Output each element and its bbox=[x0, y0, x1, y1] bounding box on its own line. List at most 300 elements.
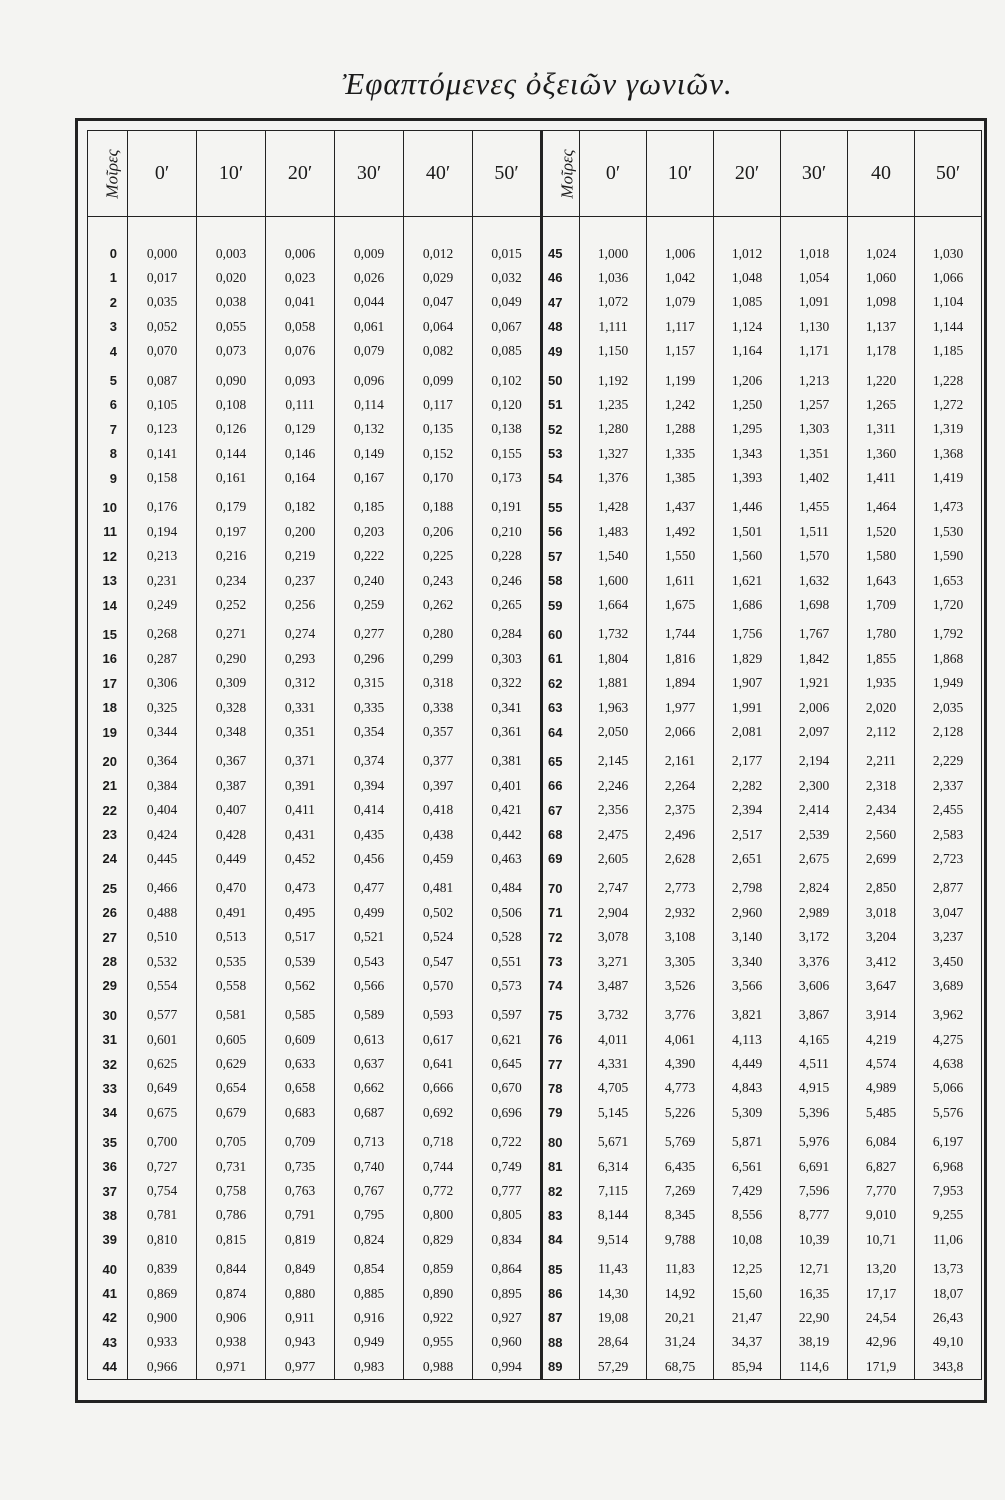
tangent-value-cell: 3,305 bbox=[647, 949, 714, 973]
tangent-value-cell: 0,481 bbox=[404, 871, 473, 900]
tangent-value-cell: 0,228 bbox=[473, 544, 542, 568]
tangent-value-cell: 0,597 bbox=[473, 998, 542, 1027]
tangent-value-cell: 171,9 bbox=[848, 1355, 915, 1380]
tangent-value-cell: 2,747 bbox=[580, 871, 647, 900]
tangent-value-cell: 0,325 bbox=[128, 695, 197, 719]
tangent-value-cell: 6,561 bbox=[714, 1154, 781, 1178]
tangent-value-cell: 1,621 bbox=[714, 568, 781, 592]
degree-cell: 38 bbox=[88, 1203, 128, 1227]
tangent-value-cell: 0,287 bbox=[128, 647, 197, 671]
tangent-value-cell: 1,664 bbox=[580, 593, 647, 617]
degree-cell: 68 bbox=[542, 822, 580, 846]
tangent-value-cell: 2,560 bbox=[848, 822, 915, 846]
tangent-value-cell: 0,296 bbox=[335, 647, 404, 671]
tangent-value-cell: 0,387 bbox=[197, 774, 266, 798]
tangent-value-cell: 0,274 bbox=[266, 617, 335, 646]
tangent-value-cell: 0,613 bbox=[335, 1028, 404, 1052]
degree-cell: 78 bbox=[542, 1076, 580, 1100]
tangent-value-cell: 0,367 bbox=[197, 744, 266, 773]
tangent-value-cell: 0,805 bbox=[473, 1203, 542, 1227]
tangent-value-cell: 0,675 bbox=[128, 1101, 197, 1125]
tangent-value-cell: 0,718 bbox=[404, 1125, 473, 1154]
tangent-value-cell: 0,466 bbox=[128, 871, 197, 900]
degree-cell: 53 bbox=[542, 442, 580, 466]
table-row bbox=[88, 1125, 982, 1154]
tangent-value-cell: 1,343 bbox=[714, 442, 781, 466]
tangent-value-cell: 114,6 bbox=[781, 1355, 848, 1380]
tangent-value-cell: 0,683 bbox=[266, 1101, 335, 1125]
tangent-value-cell: 0,933 bbox=[128, 1330, 197, 1354]
tangent-value-cell: 0,309 bbox=[197, 671, 266, 695]
tangent-value-cell: 0,099 bbox=[404, 363, 473, 392]
tangent-value-cell: 3,776 bbox=[647, 998, 714, 1027]
table-row bbox=[88, 949, 982, 973]
tangent-value-cell: 2,475 bbox=[580, 822, 647, 846]
tangent-value-cell: 1,335 bbox=[647, 442, 714, 466]
tangent-value-cell: 2,300 bbox=[781, 774, 848, 798]
tangent-value-cell: 2,651 bbox=[714, 847, 781, 871]
tangent-value-cell: 3,271 bbox=[580, 949, 647, 973]
tangent-value-cell: 3,566 bbox=[714, 974, 781, 998]
tangent-value-cell: 3,078 bbox=[580, 925, 647, 949]
degree-cell: 83 bbox=[542, 1203, 580, 1227]
degree-cell: 44 bbox=[88, 1355, 128, 1380]
degree-cell: 57 bbox=[542, 544, 580, 568]
tangent-value-cell: 0,800 bbox=[404, 1203, 473, 1227]
tangent-value-cell: 0,182 bbox=[266, 490, 335, 519]
tangent-value-cell: 1,192 bbox=[580, 363, 647, 392]
table-row bbox=[88, 363, 982, 392]
degree-cell: 69 bbox=[542, 847, 580, 871]
tangent-value-cell: 0,361 bbox=[473, 720, 542, 744]
tangent-value-cell: 1,560 bbox=[714, 544, 781, 568]
tangent-value-cell: 0,102 bbox=[473, 363, 542, 392]
degree-cell: 48 bbox=[542, 315, 580, 339]
tangent-value-cell: 0,551 bbox=[473, 949, 542, 973]
degree-cell: 49 bbox=[542, 339, 580, 363]
degree-cell: 9 bbox=[88, 466, 128, 490]
table-row bbox=[88, 1154, 982, 1178]
table-row bbox=[88, 1179, 982, 1203]
degree-cell: 2 bbox=[88, 290, 128, 314]
minutes-header: 40 bbox=[848, 131, 915, 217]
tangent-value-cell: 12,25 bbox=[714, 1252, 781, 1281]
tangent-value-cell: 0,093 bbox=[266, 363, 335, 392]
tangent-value-cell: 0,374 bbox=[335, 744, 404, 773]
tangent-value-cell: 0,203 bbox=[335, 520, 404, 544]
degree-cell: 15 bbox=[88, 617, 128, 646]
tangent-value-cell: 1,104 bbox=[915, 290, 982, 314]
tangent-value-cell: 0,344 bbox=[128, 720, 197, 744]
tangent-value-cell: 0,170 bbox=[404, 466, 473, 490]
tangent-value-cell: 0,473 bbox=[266, 871, 335, 900]
tangent-value-cell: 1,709 bbox=[848, 593, 915, 617]
tangent-value-cell: 2,128 bbox=[915, 720, 982, 744]
tangent-value-cell: 1,464 bbox=[848, 490, 915, 519]
tangent-value-cell: 0,284 bbox=[473, 617, 542, 646]
tangent-value-cell: 4,011 bbox=[580, 1028, 647, 1052]
tangent-value-cell: 0,617 bbox=[404, 1028, 473, 1052]
degree-cell: 19 bbox=[88, 720, 128, 744]
tangent-value-cell: 5,769 bbox=[647, 1125, 714, 1154]
tangent-value-cell: 0,692 bbox=[404, 1101, 473, 1125]
tangent-value-cell: 0,749 bbox=[473, 1154, 542, 1178]
degree-cell: 6 bbox=[88, 393, 128, 417]
degree-cell: 75 bbox=[542, 998, 580, 1027]
tangent-value-cell: 0,977 bbox=[266, 1355, 335, 1380]
tangent-value-cell: 0,364 bbox=[128, 744, 197, 773]
tangent-value-cell: 1,855 bbox=[848, 647, 915, 671]
tangent-value-cell: 2,517 bbox=[714, 822, 781, 846]
tangent-value-cell: 0,922 bbox=[404, 1306, 473, 1330]
tangent-value-cell: 0,105 bbox=[128, 393, 197, 417]
tangent-value-cell: 4,843 bbox=[714, 1076, 781, 1100]
tangent-value-cell: 1,393 bbox=[714, 466, 781, 490]
tangent-value-cell: 3,647 bbox=[848, 974, 915, 998]
tangent-value-cell: 0,111 bbox=[266, 393, 335, 417]
tangent-value-cell: 4,449 bbox=[714, 1052, 781, 1076]
tangent-value-cell: 0,049 bbox=[473, 290, 542, 314]
tangent-value-cell: 0,087 bbox=[128, 363, 197, 392]
tangent-value-cell: 0,061 bbox=[335, 315, 404, 339]
tangent-value-cell: 2,628 bbox=[647, 847, 714, 871]
tangent-value-cell: 0,407 bbox=[197, 798, 266, 822]
tangent-value-cell: 6,435 bbox=[647, 1154, 714, 1178]
tangent-value-cell: 0,197 bbox=[197, 520, 266, 544]
table-row bbox=[88, 1281, 982, 1305]
tangent-value-cell: 0,435 bbox=[335, 822, 404, 846]
degree-cell: 67 bbox=[542, 798, 580, 822]
table-row bbox=[88, 593, 982, 617]
tangent-value-cell: 1,130 bbox=[781, 315, 848, 339]
tangent-value-cell: 0,384 bbox=[128, 774, 197, 798]
tangent-value-cell: 11,83 bbox=[647, 1252, 714, 1281]
tangent-value-cell: 0,744 bbox=[404, 1154, 473, 1178]
tangent-value-cell: 0,767 bbox=[335, 1179, 404, 1203]
tangent-value-cell: 1,437 bbox=[647, 490, 714, 519]
tangent-value-cell: 1,036 bbox=[580, 266, 647, 290]
table-row bbox=[88, 520, 982, 544]
tangent-value-cell: 1,265 bbox=[848, 393, 915, 417]
tangent-value-cell: 3,732 bbox=[580, 998, 647, 1027]
tangent-value-cell: 0,331 bbox=[266, 695, 335, 719]
tangent-value-cell: 0,073 bbox=[197, 339, 266, 363]
tangent-value-cell: 2,161 bbox=[647, 744, 714, 773]
tangent-value-cell: 0,185 bbox=[335, 490, 404, 519]
tangent-value-cell: 2,145 bbox=[580, 744, 647, 773]
tangent-value-cell: 1,220 bbox=[848, 363, 915, 392]
table-row bbox=[88, 998, 982, 1027]
tangent-value-cell: 0,470 bbox=[197, 871, 266, 900]
degree-cell: 12 bbox=[88, 544, 128, 568]
tangent-value-cell: 0,535 bbox=[197, 949, 266, 973]
tangent-value-cell: 4,989 bbox=[848, 1076, 915, 1100]
tangent-value-cell: 13,73 bbox=[915, 1252, 982, 1281]
tangent-value-cell: 0,322 bbox=[473, 671, 542, 695]
tangent-value-cell: 0,191 bbox=[473, 490, 542, 519]
degree-cell: 56 bbox=[542, 520, 580, 544]
tangent-value-cell: 0,200 bbox=[266, 520, 335, 544]
tangent-value-cell: 0,138 bbox=[473, 417, 542, 441]
tangent-value-cell: 0,006 bbox=[266, 241, 335, 265]
tangent-value-cell: 3,962 bbox=[915, 998, 982, 1027]
degree-cell: 27 bbox=[88, 925, 128, 949]
table-row bbox=[88, 974, 982, 998]
tangent-value-cell: 5,066 bbox=[915, 1076, 982, 1100]
tangent-value-cell: 1,643 bbox=[848, 568, 915, 592]
tangent-value-cell: 0,090 bbox=[197, 363, 266, 392]
degree-header-right: Μοῖρες bbox=[542, 131, 580, 217]
tangent-value-cell: 7,429 bbox=[714, 1179, 781, 1203]
degree-cell: 39 bbox=[88, 1228, 128, 1252]
tangent-value-cell: 0,854 bbox=[335, 1252, 404, 1281]
tangent-value-cell: 1,881 bbox=[580, 671, 647, 695]
degree-cell: 58 bbox=[542, 568, 580, 592]
tangent-value-cell: 2,282 bbox=[714, 774, 781, 798]
tangent-value-cell: 0,252 bbox=[197, 593, 266, 617]
tangent-value-cell: 0,067 bbox=[473, 315, 542, 339]
tangent-value-cell: 0,058 bbox=[266, 315, 335, 339]
tangent-value-cell: 57,29 bbox=[580, 1355, 647, 1380]
tangent-value-cell: 0,012 bbox=[404, 241, 473, 265]
tangent-value-cell: 0,609 bbox=[266, 1028, 335, 1052]
tangent-value-cell: 26,43 bbox=[915, 1306, 982, 1330]
tangent-value-cell: 1,767 bbox=[781, 617, 848, 646]
tangent-value-cell: 2,020 bbox=[848, 695, 915, 719]
tangent-value-cell: 0,670 bbox=[473, 1076, 542, 1100]
tangent-value-cell: 85,94 bbox=[714, 1355, 781, 1380]
tangent-value-cell: 0,047 bbox=[404, 290, 473, 314]
degree-cell: 36 bbox=[88, 1154, 128, 1178]
tangent-value-cell: 0,032 bbox=[473, 266, 542, 290]
degree-cell: 74 bbox=[542, 974, 580, 998]
tangent-value-cell: 3,412 bbox=[848, 949, 915, 973]
tangent-value-cell: 0,625 bbox=[128, 1052, 197, 1076]
tangent-value-cell: 9,255 bbox=[915, 1203, 982, 1227]
tangent-value-cell: 0,338 bbox=[404, 695, 473, 719]
tangent-value-cell: 9,514 bbox=[580, 1228, 647, 1252]
tangent-value-cell: 0,911 bbox=[266, 1306, 335, 1330]
tangent-value-cell: 6,691 bbox=[781, 1154, 848, 1178]
tangent-value-cell: 2,904 bbox=[580, 901, 647, 925]
tangent-value-cell: 0,194 bbox=[128, 520, 197, 544]
tangent-value-cell: 0,015 bbox=[473, 241, 542, 265]
tangent-value-cell: 0,076 bbox=[266, 339, 335, 363]
tangent-value-cell: 0,758 bbox=[197, 1179, 266, 1203]
minutes-header: 30′ bbox=[781, 131, 848, 217]
table-row bbox=[88, 339, 982, 363]
tangent-value-cell: 1,327 bbox=[580, 442, 647, 466]
tangent-value-cell: 1,698 bbox=[781, 593, 848, 617]
tangent-value-cell: 1,319 bbox=[915, 417, 982, 441]
degree-cell: 79 bbox=[542, 1101, 580, 1125]
minutes-header: 40′ bbox=[404, 131, 473, 217]
tangent-value-cell: 13,20 bbox=[848, 1252, 915, 1281]
tangent-value-cell: 1,921 bbox=[781, 671, 848, 695]
table-row bbox=[88, 695, 982, 719]
tangent-value-cell: 1,048 bbox=[714, 266, 781, 290]
degree-cell: 85 bbox=[542, 1252, 580, 1281]
tangent-value-cell: 0,335 bbox=[335, 695, 404, 719]
tangent-value-cell: 0,391 bbox=[266, 774, 335, 798]
degree-cell: 37 bbox=[88, 1179, 128, 1203]
tangent-value-cell: 0,418 bbox=[404, 798, 473, 822]
table-row bbox=[88, 744, 982, 773]
tangent-value-cell: 5,309 bbox=[714, 1101, 781, 1125]
tangent-value-cell: 0,243 bbox=[404, 568, 473, 592]
table-row bbox=[88, 901, 982, 925]
degree-cell: 23 bbox=[88, 822, 128, 846]
table-row bbox=[88, 774, 982, 798]
tangent-value-cell: 1,144 bbox=[915, 315, 982, 339]
tangent-value-cell: 3,689 bbox=[915, 974, 982, 998]
tangent-value-cell: 0,354 bbox=[335, 720, 404, 744]
tangent-value-cell: 0,070 bbox=[128, 339, 197, 363]
tangent-value-cell: 0,532 bbox=[128, 949, 197, 973]
tangent-value-cell: 1,066 bbox=[915, 266, 982, 290]
tangent-value-cell: 1,272 bbox=[915, 393, 982, 417]
table-row bbox=[88, 871, 982, 900]
tangent-value-cell: 1,311 bbox=[848, 417, 915, 441]
tangent-value-cell: 0,839 bbox=[128, 1252, 197, 1281]
tangent-value-cell: 0,700 bbox=[128, 1125, 197, 1154]
tangent-value-cell: 0,731 bbox=[197, 1154, 266, 1178]
tangent-value-cell: 14,92 bbox=[647, 1281, 714, 1305]
tangent-value-cell: 1,213 bbox=[781, 363, 848, 392]
tangent-value-cell: 0,404 bbox=[128, 798, 197, 822]
degree-cell: 26 bbox=[88, 901, 128, 925]
tangent-value-cell: 2,356 bbox=[580, 798, 647, 822]
tangent-value-cell: 0,348 bbox=[197, 720, 266, 744]
table-row bbox=[88, 671, 982, 695]
tangent-value-cell: 0,662 bbox=[335, 1076, 404, 1100]
tangent-value-cell: 0,577 bbox=[128, 998, 197, 1027]
degree-cell: 10 bbox=[88, 490, 128, 519]
tangent-value-cell: 0,585 bbox=[266, 998, 335, 1027]
tangent-value-cell: 0,234 bbox=[197, 568, 266, 592]
degree-cell: 34 bbox=[88, 1101, 128, 1125]
tangent-value-cell: 0,869 bbox=[128, 1281, 197, 1305]
table-row bbox=[88, 617, 982, 646]
tangent-value-cell: 4,773 bbox=[647, 1076, 714, 1100]
tangent-value-cell: 0,815 bbox=[197, 1228, 266, 1252]
tangent-value-cell: 0,144 bbox=[197, 442, 266, 466]
tangent-value-cell: 0,890 bbox=[404, 1281, 473, 1305]
tangent-value-cell: 34,37 bbox=[714, 1330, 781, 1354]
tangent-value-cell: 1,580 bbox=[848, 544, 915, 568]
tangent-table bbox=[87, 130, 982, 1380]
degree-cell: 88 bbox=[542, 1330, 580, 1354]
tangent-value-cell: 2,932 bbox=[647, 901, 714, 925]
tangent-value-cell: 0,371 bbox=[266, 744, 335, 773]
tangent-value-cell: 7,115 bbox=[580, 1179, 647, 1203]
tangent-value-cell: 2,211 bbox=[848, 744, 915, 773]
degree-cell: 7 bbox=[88, 417, 128, 441]
tangent-value-cell: 0,438 bbox=[404, 822, 473, 846]
degree-cell: 30 bbox=[88, 998, 128, 1027]
tangent-value-cell: 2,112 bbox=[848, 720, 915, 744]
tangent-value-cell: 0,044 bbox=[335, 290, 404, 314]
tangent-value-cell: 3,237 bbox=[915, 925, 982, 949]
table-row bbox=[88, 925, 982, 949]
degree-cell: 54 bbox=[542, 466, 580, 490]
tangent-value-cell: 0,558 bbox=[197, 974, 266, 998]
degree-cell: 17 bbox=[88, 671, 128, 695]
tangent-value-cell: 0,658 bbox=[266, 1076, 335, 1100]
tangent-value-cell: 0,108 bbox=[197, 393, 266, 417]
tangent-value-cell: 0,488 bbox=[128, 901, 197, 925]
tangent-value-cell: 1,042 bbox=[647, 266, 714, 290]
tangent-value-cell: 4,061 bbox=[647, 1028, 714, 1052]
tangent-value-cell: 0,357 bbox=[404, 720, 473, 744]
tangent-value-cell: 4,511 bbox=[781, 1052, 848, 1076]
tangent-value-cell: 1,199 bbox=[647, 363, 714, 392]
degree-cell: 20 bbox=[88, 744, 128, 773]
degree-cell: 4 bbox=[88, 339, 128, 363]
tangent-value-cell: 0,570 bbox=[404, 974, 473, 998]
tangent-value-cell: 1,675 bbox=[647, 593, 714, 617]
tangent-value-cell: 0,605 bbox=[197, 1028, 266, 1052]
tangent-value-cell: 0,566 bbox=[335, 974, 404, 998]
tangent-value-cell: 2,583 bbox=[915, 822, 982, 846]
tangent-value-cell: 6,314 bbox=[580, 1154, 647, 1178]
table-row bbox=[88, 315, 982, 339]
degree-cell: 8 bbox=[88, 442, 128, 466]
tangent-value-cell: 2,455 bbox=[915, 798, 982, 822]
tangent-value-cell: 0,041 bbox=[266, 290, 335, 314]
tangent-value-cell: 0,401 bbox=[473, 774, 542, 798]
tangent-value-cell: 16,35 bbox=[781, 1281, 848, 1305]
tangent-value-cell: 0,722 bbox=[473, 1125, 542, 1154]
tangent-value-cell: 1,455 bbox=[781, 490, 848, 519]
tangent-value-cell: 0,484 bbox=[473, 871, 542, 900]
table-row bbox=[88, 266, 982, 290]
tangent-value-cell: 0,510 bbox=[128, 925, 197, 949]
minutes-header: 50′ bbox=[915, 131, 982, 217]
degree-cell: 71 bbox=[542, 901, 580, 925]
tangent-value-cell: 2,414 bbox=[781, 798, 848, 822]
tangent-value-cell: 1,653 bbox=[915, 568, 982, 592]
degree-cell: 32 bbox=[88, 1052, 128, 1076]
tangent-value-cell: 0,927 bbox=[473, 1306, 542, 1330]
tangent-value-cell: 4,165 bbox=[781, 1028, 848, 1052]
tangent-value-cell: 1,351 bbox=[781, 442, 848, 466]
tangent-value-cell: 0,955 bbox=[404, 1330, 473, 1354]
tangent-value-cell: 0,023 bbox=[266, 266, 335, 290]
tangent-value-cell: 0,581 bbox=[197, 998, 266, 1027]
tangent-value-cell: 0,341 bbox=[473, 695, 542, 719]
table-row bbox=[88, 847, 982, 871]
tangent-value-cell: 1,600 bbox=[580, 568, 647, 592]
tangent-value-cell: 4,331 bbox=[580, 1052, 647, 1076]
header-row bbox=[88, 131, 982, 217]
tangent-value-cell: 4,113 bbox=[714, 1028, 781, 1052]
table-row bbox=[88, 568, 982, 592]
tangent-value-cell: 1,280 bbox=[580, 417, 647, 441]
tangent-value-cell: 3,914 bbox=[848, 998, 915, 1027]
tangent-value-cell: 0,824 bbox=[335, 1228, 404, 1252]
tangent-value-cell: 0,213 bbox=[128, 544, 197, 568]
tangent-value-cell: 0,225 bbox=[404, 544, 473, 568]
tangent-value-cell: 2,675 bbox=[781, 847, 848, 871]
degree-cell: 86 bbox=[542, 1281, 580, 1305]
tangent-value-cell: 2,194 bbox=[781, 744, 848, 773]
tangent-value-cell: 0,231 bbox=[128, 568, 197, 592]
tangent-value-cell: 0,449 bbox=[197, 847, 266, 871]
tangent-value-cell: 8,556 bbox=[714, 1203, 781, 1227]
tangent-value-cell: 1,949 bbox=[915, 671, 982, 695]
tangent-value-cell: 0,885 bbox=[335, 1281, 404, 1305]
